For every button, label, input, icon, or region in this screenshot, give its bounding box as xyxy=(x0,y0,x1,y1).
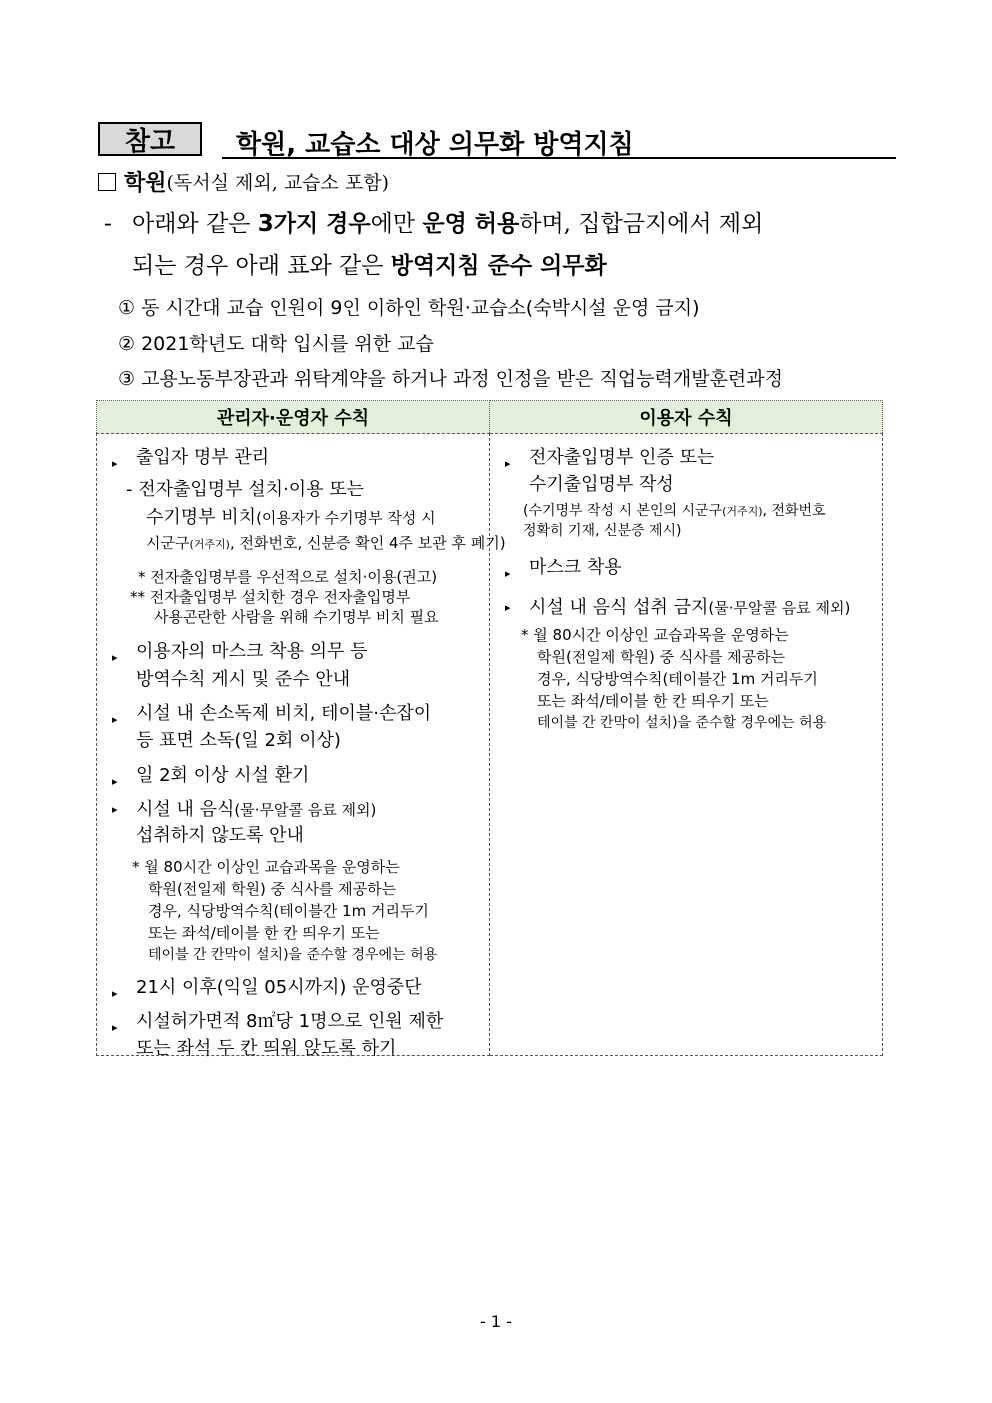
rules-table xyxy=(96,400,883,1059)
op-food-note-2: 학원(전일제 학원) 중 식사를 제공하는 xyxy=(148,880,397,898)
bullet-icon: ▸ xyxy=(505,457,511,470)
op-item-ventilate xyxy=(112,763,309,788)
user-register-line-2: 수기출입명부 작성 xyxy=(529,474,674,495)
page-number: - 1 - xyxy=(480,1312,512,1331)
user-register-note-2: 정확히 기재, 신분증 제시) xyxy=(523,523,682,539)
intro-paragraph xyxy=(104,203,904,287)
op-food-note-5: 테이블 간 칸막이 설치)을 준수할 경우에는 허용 xyxy=(148,947,438,963)
reference-label-text: 참고 xyxy=(124,126,176,157)
op-food-note-3: 경우, 식당방역수칙(테이블간 1m 거리두기 xyxy=(148,902,429,920)
bullet-icon: ▸ xyxy=(112,713,118,726)
intro-bold-1: 3가지 경우 xyxy=(257,211,371,237)
checkbox-square-icon xyxy=(98,173,116,191)
op-register-sub-3 xyxy=(146,533,506,555)
op-register-note-1: * 전자출입명부를 우선적으로 설치·이용(권고) xyxy=(138,568,438,586)
op-food-note-4: 또는 좌석/테이블 한 칸 띄우기 또는 xyxy=(148,924,380,942)
operator-rules-column xyxy=(98,435,506,1059)
intro-bold-2: 운영 허용 xyxy=(422,211,520,237)
user-food-note-3: 경우, 식당방역수칙(테이블간 1m 거리두기 xyxy=(537,670,818,688)
bullet-icon: ▸ xyxy=(505,601,511,614)
op-hours-text: 21시 이후(익일 05시까지) 운영중단 xyxy=(136,977,422,998)
op-register-sub-2a: 수기명부 비치 xyxy=(146,507,257,528)
user-register-line-1: 전자출입명부 인증 또는 xyxy=(529,447,715,468)
user-food-note-5: 테이블 간 칸막이 설치)을 준수할 경우에는 허용 xyxy=(537,715,827,731)
op-food-line-1a: 시설 내 음식 xyxy=(136,799,235,820)
op-register-sub-1: - 전자출입명부 설치·이용 또는 xyxy=(126,479,365,500)
op-register-sub-3b: (거주지) xyxy=(189,538,230,551)
intro-text-1: 아래와 같은 xyxy=(132,211,258,237)
user-item-mask xyxy=(505,555,622,580)
op-register-sub-3a: 시군구 xyxy=(146,534,190,552)
op-item-capacity xyxy=(112,1009,443,1034)
intro-text-2: 에만 xyxy=(370,211,423,237)
user-register-note-1c: , 전화번호 xyxy=(762,503,826,519)
op-sanitize-line-1: 시설 내 손소독제 비치, 테이블·손잡이 xyxy=(136,703,432,724)
section-heading xyxy=(98,166,389,197)
op-register-sub-2 xyxy=(146,505,436,530)
op-capacity-line-2: 또는 좌석 두 칸 띄워 앉도록 하기 xyxy=(136,1038,397,1059)
op-item-sanitize xyxy=(112,701,431,726)
op-mask-notice-line-1: 이용자의 마스크 착용 의무 등 xyxy=(136,641,368,662)
header-user-rules: 이용자 수칙 xyxy=(490,401,883,434)
bullet-icon: ▸ xyxy=(112,1021,118,1034)
header-operator-rules: 관리자·운영자 수칙 xyxy=(97,401,490,434)
bullet-icon: ▸ xyxy=(505,567,511,580)
user-food-note-4: 또는 좌석/테이블 한 칸 띄우기 또는 xyxy=(537,692,769,710)
user-item-food xyxy=(505,595,850,620)
page-title: 학원, 교습소 대상 의무화 방역지침 xyxy=(236,130,634,160)
intro-text-4: 되는 경우 아래 표와 같은 xyxy=(132,253,391,279)
case-item-1: ① 동 시간대 교습 인원이 9인 이하인 학원·교습소(숙박시설 운영 금지) xyxy=(118,297,700,319)
user-food-note-2: 학원(전일제 학원) 중 식사를 제공하는 xyxy=(537,648,786,666)
section-name: 학원 xyxy=(124,171,167,196)
bullet-icon: ▸ xyxy=(112,457,118,470)
user-register-note-1a: (수기명부 작성 시 본인의 시군구 xyxy=(523,503,723,519)
user-rules-column xyxy=(491,435,881,1054)
op-register-sub-2b: (이용자가 수기명부 작성 시 xyxy=(256,509,436,527)
op-food-line-1b: (물·무알콜 음료 제외) xyxy=(234,801,377,819)
op-food-note-1: * 월 80시간 이상인 교습과목을 운영하는 xyxy=(132,858,400,876)
op-register-sub-3c: , 전화번호, 신분증 확인 4주 보관 후 폐기) xyxy=(229,534,506,552)
reference-label xyxy=(98,122,202,156)
user-register-note-1 xyxy=(523,501,826,522)
op-mask-notice-line-2: 방역수칙 게시 및 준수 안내 xyxy=(136,669,351,690)
op-food-line-2: 섭취하지 않도록 안내 xyxy=(136,825,304,846)
user-food-text-b: (물·무알콜 음료 제외) xyxy=(708,599,851,617)
operator-rules-cell xyxy=(97,434,506,1059)
case-item-3: ③ 고용노동부장관과 위탁계약을 하거나 과정 인정을 받은 직업능력개발훈련과정 xyxy=(118,368,783,390)
intro-text-3: 하며, 집합금지에서 제외 xyxy=(519,211,764,237)
op-register-note-3: 사용곤란한 사람을 위해 수기명부 비치 필요 xyxy=(154,608,439,626)
op-capacity-line-1: 시설허가면적 8㎡당 1명으로 인원 제한 xyxy=(136,1011,444,1032)
op-item-mask-notice xyxy=(112,639,368,664)
user-rules-cell xyxy=(490,434,883,1056)
user-mask-text: 마스크 착용 xyxy=(529,557,622,578)
intro-line-2 xyxy=(104,245,904,287)
op-ventilate-text: 일 2회 이상 시설 환기 xyxy=(136,765,310,786)
op-register-note-2: ** 전자출입명부 설치한 경우 전자출입명부 xyxy=(130,588,411,606)
user-item-register xyxy=(505,445,714,470)
intro-bold-3: 방역지침 준수 의무화 xyxy=(390,253,607,279)
user-food-note-1: * 월 80시간 이상인 교습과목을 운영하는 xyxy=(521,626,789,644)
bullet-icon: ▸ xyxy=(112,987,118,1000)
title-underline xyxy=(222,157,896,159)
user-food-text-a: 시설 내 음식 섭취 금지 xyxy=(529,597,709,618)
intro-dash: - xyxy=(104,211,112,237)
user-register-note-1b: (거주지) xyxy=(722,505,763,518)
bullet-icon: ▸ xyxy=(112,775,118,788)
op-item-food xyxy=(112,797,376,822)
section-note: (독서실 제외, 교습소 포함) xyxy=(166,172,390,194)
op-sanitize-line-2: 등 표면 소독(일 2회 이상) xyxy=(136,730,341,751)
op-item-register xyxy=(112,445,269,470)
bullet-icon: ▸ xyxy=(112,651,118,664)
op-item-register-text: 출입자 명부 관리 xyxy=(136,447,270,468)
case-item-2: ② 2021학년도 대학 입시를 위한 교습 xyxy=(118,333,434,355)
bullet-icon: ▸ xyxy=(112,803,118,816)
op-item-hours xyxy=(112,975,422,1000)
